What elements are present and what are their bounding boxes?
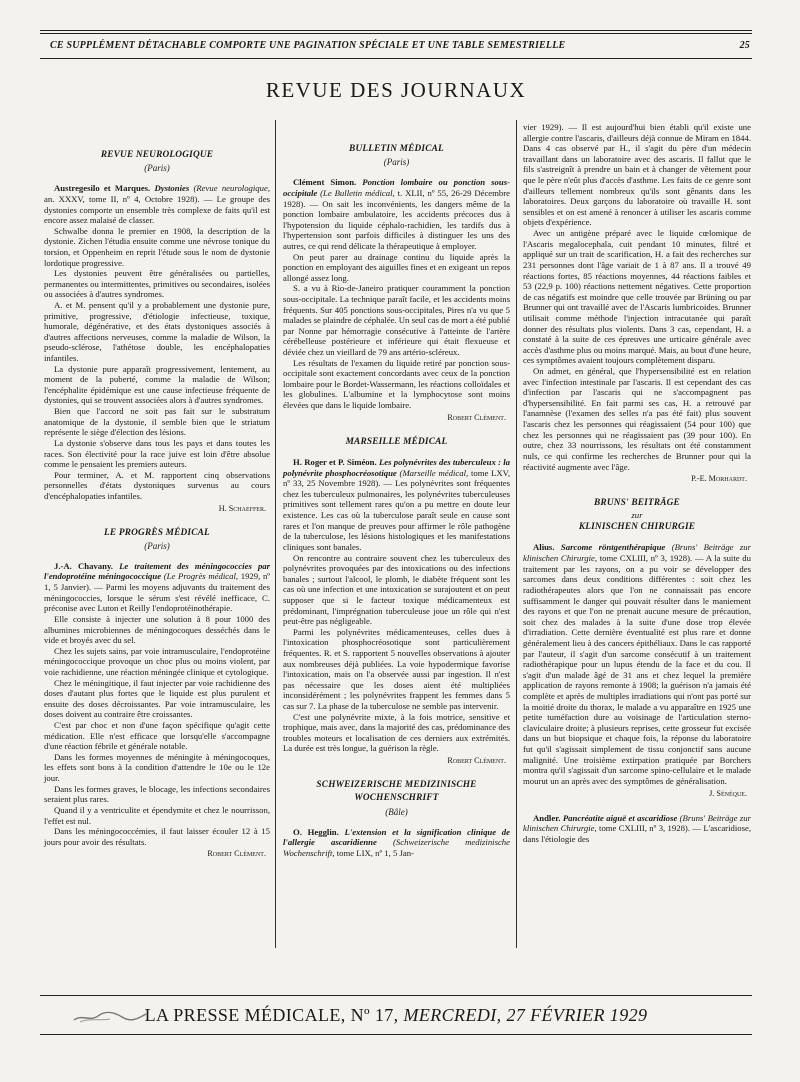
article-lead: [283, 177, 510, 251]
article-signature: P.-E. Morhardt.: [691, 474, 747, 484]
section-city: (Bâle): [385, 806, 408, 817]
paragraph: Elle consiste à injecter une solution à 8 pour 1000 des albumines microbiennes de méningocoques desséchés dans le vide et broyés avec du sel.: [44, 613, 270, 646]
article-lead: [44, 561, 270, 614]
running-header: [50, 40, 750, 51]
paragraph: Dans les formes moyennes de méningite à méningocoques, les effets sont bons à la condition d'attendre le 10e ou le 12e jour.: [44, 751, 270, 784]
paragraph: Dans les formes graves, le blocage, les infections secondaires seraient plus rares.: [44, 783, 270, 805]
paragraph: La dystonie s'observe dans tous les pays et dans toutes les races. Son électivité pour la race juive est loin d'être absolue comme le pensaient les premiers auteurs.: [44, 437, 270, 470]
section-heading: REVUE NEUROLOGIQUE: [100, 150, 214, 160]
header-notice: CE SUPPLÉMENT DÉTACHABLE COMPORTE UNE PAGINATION SPÉCIALE ET UNE TABLE SEMESTRIELLE: [50, 40, 566, 51]
paragraph: vier 1929). — Il est aujourd'hui bien établi qu'il existe une allergie contre l'ascaris, d'ailleurs déjà connue de Miram en 1844. Dans 4 cas observé par H., il s'agit du père d'un médecin travaillant dans un laboratoire avec des ascaris. Il fallut que le fils s'astreignît à prendre un bain et à changer de vêtement pour que le père n'eût plus d'accès d'asthme. Les faits de ce genre sont d'ailleurs tellement nombreux qu'ils sont gênants dans les laboratoires. Deux garçons du laboratoire où travaille H. sont sensibles et on est amené à renoncer à utiliser les ascaris comme objets d'expérience.: [523, 122, 751, 228]
footer-journal: LA PRESSE MÉDICALE, Nº 17,: [144, 1005, 399, 1025]
paragraph: Les dystonies peuvent être généralisées ou partielles, permanentes ou intermittentes, primitives ou secondaires, isolées ou associées à d'autres syndromes.: [44, 268, 270, 300]
column-2: [283, 122, 510, 873]
paragraph: Parmi les polynévrites médicamenteuses, celles dues à l'intoxication phosphocréosotique sont particulièrement fréquentes. R. et S. rapportent 5 nouvelles observations à ajouter aux nombreuses déjà publiées. La voie hypodermique favorise l'intoxication, mais on l'a observée aussi par ingestion. Il n'est pas nécessaire que les doses aient été multipliées inconsidérément ; les polynévrites frappent les femmes dans 5 cas sur 7. La phase de la tuberculose ne semble pas intervenir.: [283, 626, 510, 712]
section-heading-zur: zur: [631, 510, 643, 521]
section-heading: WOCHENSCHRIFT: [354, 793, 439, 804]
article-journal: (Le Progrès médical,: [163, 571, 239, 582]
article-journal: (Le Bulletin médical,: [320, 187, 395, 198]
paragraph: Quand il y a ventriculite et épendymite et chez le nourrisson, l'effet est nul.: [44, 804, 270, 826]
paragraph: Dans les méningococcémies, il faut laisser écouler 12 à 15 jours pour avoir des résultats.: [44, 826, 270, 847]
article-author: Andler.: [533, 812, 561, 823]
article-title: Pancréatite aiguë et ascaridiose: [562, 812, 678, 823]
article-author: O. Hegglin.: [293, 826, 339, 837]
paragraph: Schwalbe donna le premier en 1908, la description de la dystonie. Zichen l'étudia ensuite comme une névrose tonique du torsion, et Oppenheim en reprit l'étude sous le nom de dystonie lordotique progressive.: [44, 225, 270, 268]
paragraph: Bien que l'accord ne soit pas fait sur le substratum anatomique de la dystonie, il semble bien que le striatum représente le siège d'élection des lésions.: [44, 406, 270, 438]
article-title: L'extension et la signification clinique de l'allergie ascaridienne: [283, 826, 511, 848]
article-signature: Robert Clément.: [447, 412, 506, 422]
article-lead-text: an. XXXV, tome II, nº 4, Octobre 1928). — Le groupe des dystonies comporte un ensemble très complexe de faits qu'il est encore assez malaisé de classer.: [44, 193, 270, 226]
paragraph: On peut parer au drainage continu du liquide après la ponction en employant des aiguilles fines et en exigeant un repos allongé assez long.: [283, 251, 510, 283]
article-author: J.-A. Chavany.: [54, 560, 113, 571]
article-journal: (Revue neurologique,: [193, 183, 271, 194]
bottom-rule-1: [40, 995, 752, 996]
section-city: (Paris): [144, 163, 170, 174]
paragraph: Avec un antigène préparé avec le liquide cœlomique de l'Ascaris megalocephala, cuit pendant 10 minutes, filtré et appliqué sur un trait de scarification, H. a fait des recherches sur 231 personnes dont l'âge variait de 1 à 87 ans. Il a trouvé 49 réactions fortes, 85 réactions moyennes, 44 réactions faibles et 53 (22,9 p. 100) réactions nettement négatives. Cette proportion de cas négatifs est moindre que celle trouvée par Brüning ou par Brunner qui ont travaillé avec de l'Ascaris lumbricoides. Brunner utilisait comme méthode l'injection intracutanée qui paraît donner des résultats plus violents. Dans 3 cas, cependant, H. a constaté à la suite de ces épreuves une urticaire générale avec accès d'asthme plus ou moins marqué. Mais, au bout d'une heure, ces symptômes avaient toujours complètement disparu.: [523, 228, 751, 366]
top-rule-3: [40, 58, 752, 59]
article-lead: [523, 542, 751, 786]
article-title: Sarcome röntgenthérapique: [560, 542, 666, 553]
article-lead: [523, 813, 751, 845]
article-lead: [283, 457, 510, 552]
article-author: Austregesilo et Marques.: [54, 183, 151, 194]
article-journal: (Bruns' Beiträge zur klinischen Chirurgie,: [523, 542, 752, 564]
article-lead: [44, 183, 270, 225]
article-lead-text: tome CXLIII, nº 3, 1928). — L'ascaridiose, dans l'étiologie des: [523, 823, 751, 844]
article-signature: Robert Clément.: [207, 849, 266, 859]
paragraph: On admet, en général, que l'hypersensibilité est en relation avec l'infection intestinale par l'ascaris. Il est cependant des cas d'infection par l'ascaris qui ne s'accompagnent pas d'hypersensibilité. En fait parmi ses cas, H. a retrouvé par l'anamnèse (l'examen des selles n'a pas été fait) plus souvent l'ascaris chez les personnes qui réagissaient (54 pour 100) que chez les personnes qui ne réagissaient pas (39 pour 100). En outre, chez 33 nourrissons, les résultats ont été constamment nuls, ce qui confirme les recherches de Brunner pour qui la réactivité augmente avec l'âge.: [523, 366, 751, 472]
page-footer: [40, 1005, 752, 1026]
footer-date: MERCREDI, 27 FÉVRIER 1929: [403, 1005, 648, 1025]
article-title: Le traitement des méningococcies par l'endoprotéine méningococcique: [44, 560, 271, 582]
article-lead-text: tome LXV, nº 33, 25 Novembre 1928). — Les polynévrites sont fréquentes chez les tuberculeux pulmonaires, les polynévrites tuberculeuses primitives sont tellement rares qu'on a pu mettre en doute leur existence. Les cas où la tuberculose paraît seule en cause sont rares et l'on manque de preuves pour affirmer le rôle pathogène de la tuberculose, les lésions histologiques et les manifestations cliniques sont banales.: [283, 467, 510, 552]
section-heading: KLINISCHEN CHIRURGIE: [578, 522, 696, 533]
column-divider-left: [275, 120, 276, 948]
bottom-rule-2: [40, 1034, 752, 1035]
article-lead: [283, 827, 510, 859]
column-divider-right: [516, 120, 517, 948]
paragraph: Chez le méningitique, il faut injecter par voie rachidienne des doses d'autant plus fortes que le liquide est plus purulent et ensuite des doses décroissantes. Par voie intramusculaire, les doses doivent au contraire être croissantes.: [44, 677, 270, 720]
paragraph: Les résultats de l'examen du liquide retiré par ponction sous-occipitale sont exactement concordants avec ceux de la ponction lombaire pour le Bordet-Wassermann, les réactions colloïdales et les globulines. L'albumine et la lymphocytose sont moins élevées que dans le liquide lombaire.: [283, 357, 510, 411]
article-lead-text: 1929, nº 1, 5 Janvier). — Parmi les moyens adjuvants du traitement des méningococcies, lorsque le sérum s'est révélé inefficace, C. préconise avec Luton et Reilly l'endoprotéinothérapie.: [44, 571, 270, 614]
paragraph: S. a vu à Rio-de-Janeiro pratiquer couramment la ponction sous-occipitale. La technique paraît facile, et les accidents moins fréquents. Sur 405 ponctions sous-occipitales, Pires n'a vu que 5 malades se plaindre de céphalée. Un seul cas de mort a été publié par Nonne par hémorragie consécutive à l'atteinte de l'artère cérébelleuse postérieure et inférieure qui était flexueuse et déviée chez un vieillard de 79 ans artério-scléreux.: [283, 283, 510, 358]
paragraph: Pour terminer, A. et M. rapportent cinq observations personnelles d'états dystoniques survenus au cours d'encéphalopaties infantiles.: [44, 469, 270, 501]
paragraph: C'est une polynévrite mixte, à la fois motrice, sensitive et trophique, mais avec, dans la majorité des cas, prédominance des troubles moteurs et localisation de ces derniers aux extrémités. La durée est très longue, la guérison la règle.: [283, 711, 510, 754]
section-heading: BRUNS' BEITRÄGE: [594, 498, 680, 509]
article-signature: J. Sénèque.: [709, 788, 747, 798]
article-title: Les polynévrites des tuberculeux : la polynévrite phosphocréosotique: [283, 457, 511, 478]
article-title: Ponction lombaire ou ponction sous-occipitale: [283, 177, 511, 198]
article-lead-text: t. XLII, nº 55, 26-29 Décembre 1928). — On sait les inconvénients, les dangers même de la ponction lombaire ambulatoire, les accidents précoces dus à l'hypotension du liquide céphalo-rachidien, les tardifs dus à l'hypertension sont parfois difficiles à distinguer les uns des autres, ce qui rend délicate la thérapeutique à employer.: [283, 187, 511, 251]
paragraph: Chez les sujets sains, par voie intramusculaire, l'endoprotéine méningococcique provoque un choc plus ou moins violent, par voie rachidienne, une réaction méningée clinique et cytologique.: [44, 645, 270, 677]
paragraph: A. et M. pensent qu'il y a probablement une dystonie pure, primitive, progressive, d'étiologie infectieuse, toxique, humorale, dégénérative, et des états dystoniques associés à d'autres affections nerveuses, comme la maladie de Wilson, la pseudo-sclérose, l'athétose double, les encéphalopaties infantiles.: [44, 300, 270, 364]
top-rule-1: [40, 30, 752, 31]
page-title: REVUE DES JOURNAUX: [265, 78, 527, 102]
section-city: (Paris): [383, 157, 410, 168]
top-rule-2: [40, 33, 752, 34]
article-author: Clément Simon.: [293, 177, 357, 188]
column-3: [523, 122, 751, 858]
section-heading: MARSEILLE MÉDICAL: [345, 436, 448, 447]
article-journal: (Schweizerische medizinische Wochenschrift,: [283, 837, 511, 858]
article-lead-text: tome CXLIII, nº 3, 1928). — A la suite du traitement par les rayons, on a pu voir se développer des sarcomes dans deux conditions différentes : soit chez les radiothérapeutes alors que l'on ne connaissait pas encore suffisamment le danger qui pouvait résulter dans le maniement des rayons et que l'on ne prenait aucune mesure de précaution, soit chez des malades à la suite d'une dose trop élevée d'irradiation. Cette dernière éventualité est plus rare et donne généralement lieu à des cancers épithéliaux. Dans le cas rapporté par l'auteur, il s'agit d'un sarcome consécutif à un traitement radiothérapique pour un lupus étendu de la face et du cou. Il s'agit d'un malade âgé de 31 ans et chez lequel la première application de rayons remonte à 1908; la guérison n'a jamais été complète et après de multiples irradiations qui n'ont pas porté sur la moitié droite du thorax, le malade a vu apparaître en 1925 une petite tuméfaction dure au voisinage de l'articulation sterno-claviculaire droite; à plusieurs reprises, cette grosseur fut excisée dans un but biopsique et chaque fois, la réponse du laboratoire fut qu'il s'agissait simplement de tissu conjonctif sans aucune malignité. Une troisième extirpation pratiquée par Borchers montra qu'il s'agissait d'un sarcome spino-cellulaire et le malade mourut un an après avec des symptômes de généralisation.: [523, 553, 751, 786]
paragraph: C'est par choc et non d'une façon spécifique qu'agit cette médication. Elle n'est efficace que lorsqu'elle s'accompagne d'une réaction fébrile et générale notable.: [44, 720, 270, 752]
article-signature: H. Schaeffer.: [218, 503, 266, 513]
article-author: Alius.: [533, 542, 555, 553]
article-journal: (Marseille médical,: [399, 467, 469, 478]
article-title: Dystonies: [154, 183, 190, 194]
article-journal: (Bruns' Beiträge zur klinischen Chirurgie,: [523, 812, 752, 834]
paragraph: On rencontre au contraire souvent chez les tuberculeux des polynévrites provoquées par des intoxications ou des infections banales ; surtout l'alcool, le plomb, le diabète fréquent sont les cas où une infection et une intoxication se surajoutent et on peut supposer que si le facteur toxique médicamenteux est prédominant, l'imprégnation tuberculeuse joue un rôle qui n'est peut-être pas négligeable.: [283, 552, 510, 627]
article-lead-text: tome LIX, nº 1, 5 Jan-: [336, 847, 414, 858]
column-1: [44, 150, 270, 873]
section-heading: BULLETIN MÉDICAL: [349, 144, 444, 154]
section-city: (Paris): [144, 540, 170, 551]
section-heading: SCHWEIZERISCHE MEDIZINISCHE: [316, 780, 477, 791]
section-heading: LE PROGRÈS MÉDICAL: [104, 527, 210, 538]
paragraph: La dystonie pure apparaît progressivement, lentement, au moment de la puberté, comme la maladie de Wilson; l'encéphalite épidémique est une cause infectieuse fréquente de dystonies, qui se trouvent associées alors à d'autres syndromes.: [44, 363, 270, 406]
page-number: 25: [739, 40, 750, 51]
article-author: H. Roger et P. Siméon.: [293, 457, 377, 468]
article-signature: Robert Clément.: [447, 756, 506, 766]
